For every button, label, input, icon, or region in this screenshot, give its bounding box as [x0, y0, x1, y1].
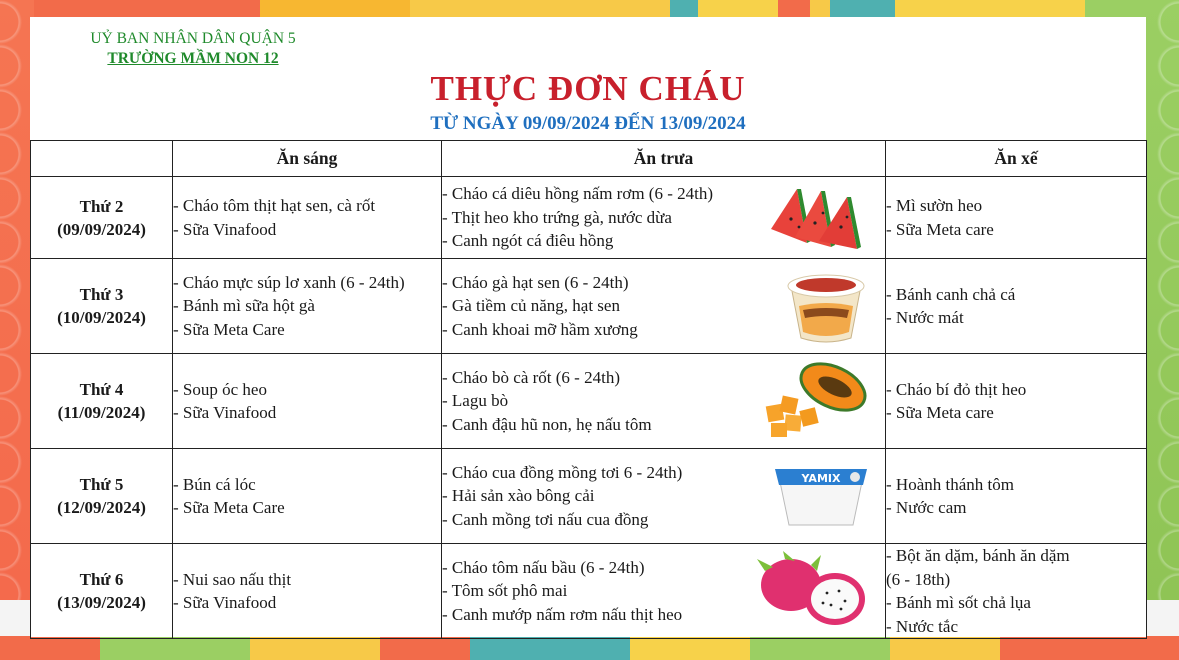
- menu-item: - Thịt heo kho trứng gà, nước dừa: [442, 207, 672, 227]
- menu-item: - Gà tiềm củ năng, hạt sen: [442, 296, 620, 316]
- breakfast-cell: [173, 354, 442, 449]
- menu-item: - Bún cá lóc: [173, 474, 256, 494]
- lunch-cell: [442, 177, 886, 259]
- menu-item: - Bánh canh chả cá: [886, 284, 1016, 304]
- pudding-cup-icon: [781, 266, 871, 346]
- menu-table: [30, 140, 1147, 639]
- papaya-icon: [759, 359, 871, 443]
- day-cell: [31, 177, 173, 259]
- day-cell: [31, 354, 173, 449]
- weekday: Thứ 5: [79, 475, 124, 494]
- menu-item: - Sữa Meta care: [886, 403, 994, 422]
- menu-item: - Sữa Meta Care: [173, 319, 285, 339]
- menu-item: - Canh ngót cá điêu hồng: [442, 231, 614, 251]
- menu-item: - Cháo gà hạt sen (6 - 24th): [442, 272, 629, 292]
- menu-item: - Bánh mì sốt chả lụa: [886, 593, 1031, 612]
- weekday: Thứ 2: [79, 196, 124, 216]
- decorative-right-border: [1145, 0, 1179, 600]
- decorative-bottom-border: [0, 636, 1179, 660]
- weekday: Thứ 3: [79, 285, 124, 304]
- menu-item: - Cháo cua đồng mồng tơi 6 - 24th): [442, 462, 683, 482]
- table-header-row: [31, 141, 1147, 177]
- date-range: TỪ NGÀY 09/09/2024 ĐẾN 13/09/2024: [430, 113, 746, 134]
- menu-item: - Cháo mực súp lơ xanh (6 - 24th): [173, 272, 405, 292]
- page-title: THỰC ĐƠN CHÁU: [430, 69, 746, 108]
- menu-item: - Cháo bí đỏ thịt heo: [886, 379, 1027, 399]
- header-lunch: Ăn trưa: [442, 141, 886, 177]
- header-day: [31, 141, 173, 177]
- menu-item: - Soup óc heo: [173, 379, 267, 399]
- menu-item: - Hải sản xào bông cải: [442, 486, 595, 506]
- snack-cell: [886, 177, 1147, 259]
- school-header: [73, 29, 313, 69]
- org-name: UỶ BAN NHÂN DÂN QUẬN 5: [90, 30, 296, 47]
- breakfast-cell: [173, 449, 442, 544]
- menu-item: - Sữa Vinafood: [173, 219, 277, 239]
- date: (10/09/2024): [57, 308, 146, 327]
- date: (12/09/2024): [57, 498, 146, 517]
- breakfast-cell: [173, 259, 442, 354]
- header-snack: Ăn xế: [886, 141, 1147, 177]
- menu-item: - Sữa Meta Care: [173, 498, 285, 517]
- snack-cell: [886, 544, 1147, 639]
- yogurt-cup-icon: [771, 463, 871, 529]
- menu-item: - Canh mướp nấm rơm nấu thịt heo: [442, 604, 683, 624]
- snack-cell: [886, 449, 1147, 544]
- yogurt-label: YAMIX: [801, 472, 841, 485]
- lunch-cell: [442, 449, 886, 544]
- menu-item: - Mì sườn heo: [886, 196, 983, 215]
- menu-item: - Cháo bò cà rốt (6 - 24th): [442, 367, 620, 387]
- menu-item: - Lagu bò: [442, 391, 509, 411]
- table-row: [31, 354, 1147, 449]
- decorative-left-border: [0, 0, 34, 600]
- school-name: TRƯỜNG MẦM NON 12: [107, 50, 279, 67]
- weekday: Thứ 6: [79, 570, 124, 589]
- menu-item: - Sữa Vinafood: [173, 403, 277, 422]
- day-cell: [31, 449, 173, 544]
- menu-item: (6 - 18th): [886, 569, 951, 589]
- table-row: [31, 544, 1147, 639]
- date: (09/09/2024): [57, 219, 146, 239]
- day-cell: [31, 544, 173, 639]
- breakfast-cell: [173, 177, 442, 259]
- menu-item: - Canh đậu hũ non, hẹ nấu tôm: [442, 414, 652, 434]
- table-row: [31, 177, 1147, 259]
- menu-item: - Nước cam: [886, 498, 967, 517]
- menu-item: - Canh mồng tơi nấu cua đồng: [442, 509, 649, 529]
- snack-cell: [886, 354, 1147, 449]
- menu-item: - Bột ăn dặm, bánh ăn dặm: [886, 546, 1070, 565]
- watermelon-icon: [767, 183, 871, 253]
- table-row: [31, 259, 1147, 354]
- menu-item: - Nước mát: [886, 308, 964, 327]
- header-breakfast: Ăn sáng: [173, 141, 442, 177]
- menu-item: - Bánh mì sữa hột gà: [173, 296, 315, 316]
- snack-cell: [886, 259, 1147, 354]
- menu-item: - Cháo cá diêu hồng nấm rơm (6 - 24th): [442, 184, 714, 204]
- day-cell: [31, 259, 173, 354]
- menu-item: - Tôm sốt phô mai: [442, 581, 568, 601]
- menu-item: - Nui sao nấu thịt: [173, 569, 292, 589]
- menu-item: - Nước tắc: [886, 616, 959, 636]
- table-row: [31, 449, 1147, 544]
- breakfast-cell: [173, 544, 442, 639]
- weekday: Thứ 4: [79, 380, 124, 399]
- date: (11/09/2024): [57, 403, 146, 422]
- menu-item: - Cháo tôm nấu bầu (6 - 24th): [442, 557, 645, 577]
- menu-sheet: [30, 17, 1146, 637]
- lunch-cell: [442, 354, 886, 449]
- menu-item: - Hoành thánh tôm: [886, 474, 1014, 494]
- menu-item: - Canh khoai mỡ hầm xương: [442, 319, 638, 339]
- menu-item: - Sữa Meta care: [886, 219, 994, 239]
- dragon-fruit-icon: [755, 551, 871, 631]
- menu-item: - Sữa Vinafood: [173, 593, 277, 612]
- lunch-cell: [442, 259, 886, 354]
- date: (13/09/2024): [57, 593, 146, 612]
- decorative-top-border: [0, 0, 1179, 18]
- lunch-cell: [442, 544, 886, 639]
- menu-item: - Cháo tôm thịt hạt sen, cà rốt: [173, 196, 376, 215]
